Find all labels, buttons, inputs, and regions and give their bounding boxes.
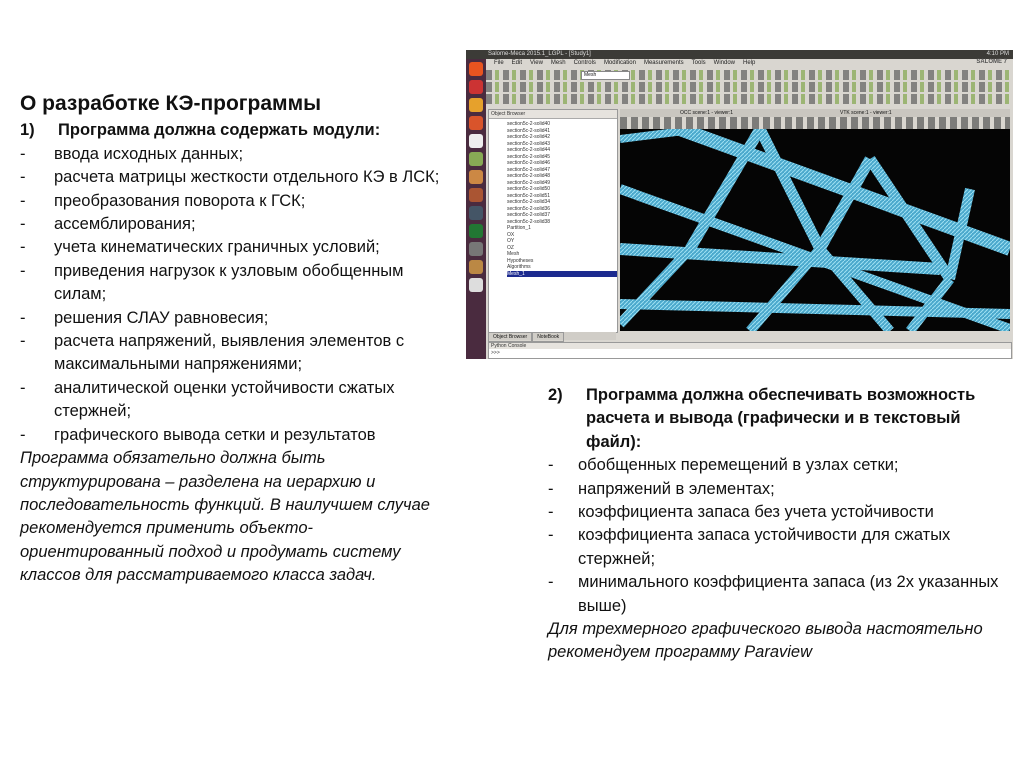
module-item — [20, 213, 450, 236]
tree-item[interactable]: section5c-2-solid46 — [507, 160, 551, 166]
section1-number: 1) — [20, 121, 35, 140]
bullet-dash: - — [20, 238, 26, 257]
python-console[interactable] — [488, 342, 1012, 359]
presentation-icon[interactable] — [469, 170, 483, 184]
viewer-tabs — [620, 109, 1010, 117]
module-item — [20, 166, 450, 189]
folder-icon[interactable] — [469, 260, 483, 274]
tree-item[interactable]: section5c-2-solid37 — [507, 212, 551, 218]
toolbar-row-2[interactable] — [486, 82, 1013, 92]
menu-item[interactable]: Measurements — [643, 60, 684, 66]
list-item-text: учета кинематических граничных условий; — [54, 238, 380, 257]
list-item-text: аналитической оценки устойчивости сжатых стержней; — [54, 378, 395, 421]
viewer-toolbar[interactable] — [620, 117, 1010, 129]
ubuntu-icon[interactable] — [469, 62, 483, 76]
launcher-bar — [466, 59, 486, 359]
browser-icon[interactable] — [469, 116, 483, 130]
tab-occ-viewer[interactable]: OCC scene:1 - viewer:1 — [680, 110, 734, 116]
settings-icon[interactable] — [469, 206, 483, 220]
output-item — [548, 478, 1003, 501]
tree-item[interactable]: section5c-2-solid50 — [507, 186, 551, 192]
salome-window — [486, 59, 1013, 359]
salome-brand: SALOME 7 — [976, 59, 1007, 65]
menu-item[interactable]: Controls — [573, 60, 596, 66]
document-icon[interactable] — [469, 134, 483, 148]
bullet-dash: - — [20, 144, 26, 163]
browser-tab[interactable]: Object Browser — [488, 332, 532, 342]
list-item-text: графического вывода сетки и результатов — [54, 425, 376, 444]
list-item-text: коэффициента запаса без учета устойчивости — [578, 503, 934, 522]
tree-item[interactable]: Partition_1 — [507, 225, 531, 231]
tree-item[interactable]: section5c-2-solid45 — [507, 153, 551, 160]
menu-item[interactable]: Window — [713, 60, 735, 66]
tree-item[interactable]: Mesh — [507, 251, 520, 257]
mesh-combo[interactable]: Mesh — [581, 71, 630, 80]
window-title: Salome-Meca 2015.1_LGPL - [Study1] — [488, 51, 591, 57]
menu-item[interactable]: Tools — [691, 60, 706, 66]
tree-item[interactable]: section5c-2-solid49 — [507, 179, 551, 186]
tree-item[interactable]: OY — [507, 238, 515, 244]
output-item — [548, 524, 1003, 571]
menu-item[interactable]: Edit — [511, 60, 523, 66]
toolbar-row-1[interactable] — [486, 70, 1013, 80]
right-note: Для трехмерного графического вывода настоятельно рекомендуем программу Paraview — [548, 620, 983, 662]
list-item-text: приведения нагрузок к узловым обобщенным силам; — [54, 261, 404, 304]
bullet-dash: - — [20, 168, 26, 187]
bullet-dash: - — [20, 332, 26, 351]
tree-item[interactable]: section5c-2-solid36 — [507, 205, 551, 212]
module-item — [20, 424, 450, 447]
bullet-dash: - — [548, 503, 554, 522]
output-item — [548, 571, 1003, 618]
tree-item[interactable]: OZ — [507, 244, 514, 251]
page-title: О разработке КЭ-программы — [20, 92, 322, 115]
bullet-dash: - — [20, 378, 26, 397]
list-item-text: расчета матрицы жесткости отдельного КЭ в ЛСК; — [54, 168, 440, 187]
object-browser — [488, 109, 618, 333]
tree-item[interactable]: section5c-2-solid40 — [507, 121, 551, 127]
object-tree — [489, 119, 617, 277]
software-icon[interactable] — [469, 188, 483, 202]
output-item — [548, 454, 1003, 477]
bullet-dash: - — [548, 573, 554, 592]
tree-item[interactable]: section5c-2-solid41 — [507, 127, 551, 134]
os-top-bar — [466, 50, 1013, 59]
files-icon[interactable] — [469, 98, 483, 112]
module-item — [20, 260, 450, 307]
list-item-text: минимального коэффициента запаса (из 2х указанных выше) — [578, 573, 999, 615]
object-browser-title: Object Browser — [489, 110, 617, 119]
section1-heading — [20, 119, 450, 142]
right-column — [548, 384, 1003, 665]
list-item-text: решения СЛАУ равновесия; — [54, 308, 269, 327]
bullet-dash: - — [548, 526, 554, 545]
list-item-text: коэффициента запаса устойчивости для сжатых стержней; — [578, 526, 951, 568]
menu-item[interactable]: Mesh — [550, 60, 566, 66]
salome-icon[interactable] — [469, 224, 483, 238]
trash-icon[interactable] — [469, 278, 483, 292]
menu-item[interactable]: Help — [743, 60, 756, 66]
python-prompt: >>> — [491, 350, 500, 356]
bullet-dash: - — [548, 456, 554, 475]
menu-bar — [486, 59, 1013, 68]
bullet-dash: - — [20, 425, 26, 444]
module-item — [20, 236, 450, 259]
tree-item[interactable]: section5c-2-solid47 — [507, 166, 551, 173]
tree-item[interactable]: Algorithms — [507, 264, 531, 270]
tree-item[interactable]: section5c-2-solid42 — [507, 134, 551, 140]
bullet-dash: - — [20, 308, 26, 327]
tree-item[interactable]: Hypotheses — [507, 257, 534, 264]
left-column — [20, 92, 450, 588]
section2-heading-text: Программа должна обеспечивать возможность расчета и вывода (графически и в текстовый файл): — [586, 386, 976, 451]
section2-number: 2) — [548, 386, 563, 404]
menu-item[interactable]: File — [494, 60, 504, 66]
left-note: Программа обязательно должна быть структурирована – разделена на иерархию и последовательность функций. В наилучшем случае рекомендуется применить объекто-ориентированный подход и продумать систему классов для рассматриваемого класса задач. — [20, 449, 430, 585]
module-item — [20, 307, 450, 330]
tree-item[interactable]: section5c-2-solid44 — [507, 147, 551, 153]
module-item — [20, 143, 450, 166]
terminal-icon[interactable] — [469, 242, 483, 256]
section2-heading — [548, 384, 1003, 454]
list-item-text: ввода исходных данных; — [54, 144, 244, 163]
list-item-text: обобщенных перемещений в узлах сетки; — [578, 456, 899, 475]
tree-item[interactable]: Mesh_1 — [507, 271, 617, 278]
browser-tab[interactable]: NoteBook — [532, 332, 564, 342]
tree-item[interactable]: OX — [507, 231, 515, 238]
list-item-text: расчета напряжений, выявления элементов с максимальными напряжениями; — [54, 332, 405, 374]
list-item-text: напряжений в элементах; — [578, 479, 775, 498]
tree-item[interactable]: section5c-2-solid38 — [507, 218, 551, 225]
browser-tabs — [488, 332, 616, 340]
app-icon[interactable] — [469, 80, 483, 94]
menu-item[interactable]: Modification — [603, 60, 636, 66]
clock: 4:10 PM — [986, 51, 1009, 57]
mesh-viewport[interactable] — [620, 129, 1010, 331]
tree-item[interactable]: section5c-2-solid43 — [507, 140, 551, 147]
truss-mesh-render — [620, 129, 1010, 331]
list-item-text: преобразования поворота к ГСК; — [54, 191, 306, 210]
tab-vtk-viewer[interactable]: VTK scene:1 - viewer:1 — [840, 110, 892, 116]
tree-item[interactable]: section5c-2-solid48 — [507, 173, 551, 179]
bullet-dash: - — [20, 261, 26, 280]
toolbar-row-3[interactable] — [486, 94, 1013, 104]
tree-item[interactable]: section5c-2-solid34 — [507, 199, 551, 205]
bullet-dash: - — [20, 215, 26, 234]
menu-item[interactable]: View — [530, 60, 543, 66]
list-item-text: ассемблирования; — [54, 215, 196, 234]
module-item — [20, 330, 450, 377]
modules-list — [20, 143, 450, 447]
tree-item[interactable]: section5c-2-solid51 — [507, 192, 551, 199]
bullet-dash: - — [548, 479, 554, 498]
bullet-dash: - — [20, 191, 26, 210]
salome-screenshot — [466, 50, 1013, 359]
python-console-title: Python Console — [489, 343, 1011, 349]
module-item — [20, 377, 450, 424]
outputs-list — [548, 454, 1003, 618]
output-item — [548, 501, 1003, 524]
section1-heading-text: Программа должна содержать модули: — [58, 121, 381, 140]
spreadsheet-icon[interactable] — [469, 152, 483, 166]
module-item — [20, 190, 450, 213]
